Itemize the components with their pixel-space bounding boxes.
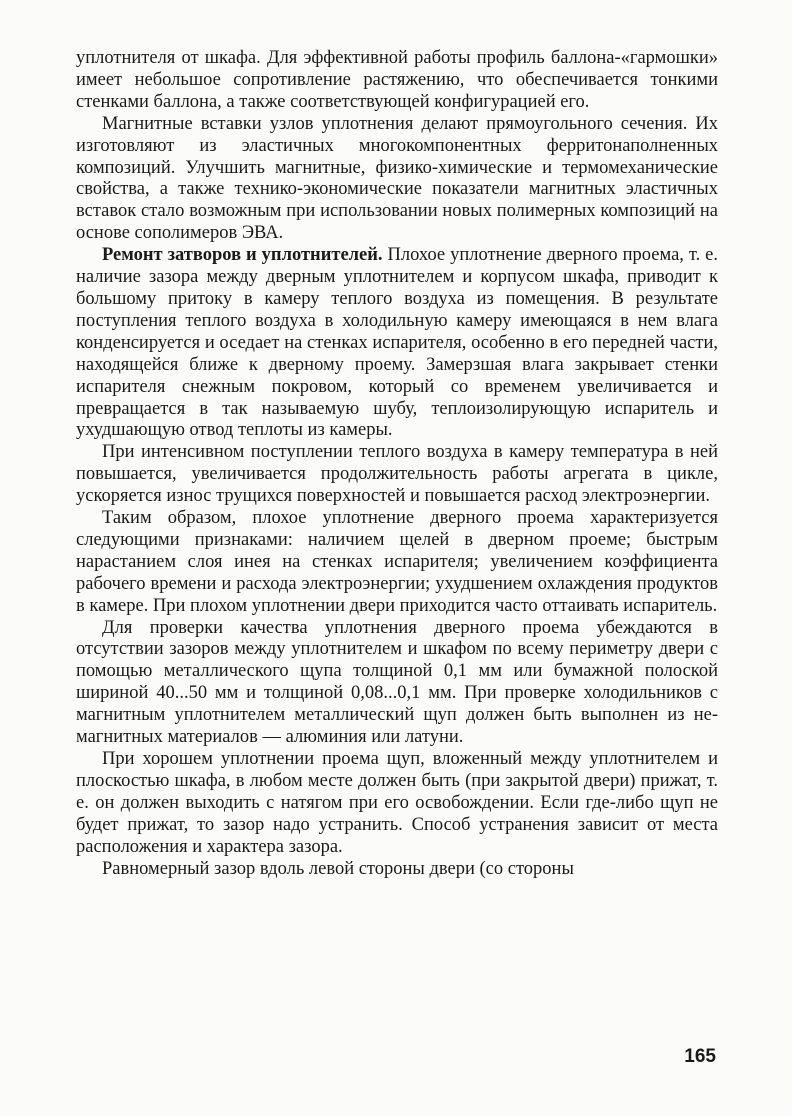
- paragraph-symptoms: Таким образом, плохое уплотнение дверного проема характеризуется следующими признаками: наличием щелей в дверном проеме; быстрым нарастанием слоя инея на стенках испарителя; увеличением коэффициента рабочего времени и расхода электроэнергии; ухудшением охлаждения продуктов в камере. При плохом уплотнении двери приходится часто оттаивать испаритель.: [76, 508, 718, 616]
- paragraph-checking: Для проверки качества уплотнения дверного проема убеждаются в отсутствии зазоров между уплотнителем и шкафом по всему периметру двери с помощью металлического щупа толщиной 0,1 мм или бумажной полоской шириной 40...50 мм и толщиной 0,08...0,1 мм. При проверке холодильников с магнитным уплотнителем металлический щуп должен быть выполнен из немагнитных материалов — алюминия или латуни.: [76, 617, 718, 748]
- paragraph-continuation: уплотнителя от шкафа. Для эффективной работы профиль баллона-«гармошки» имеет небольшое сопротивление растяжению, что обеспечивается тонкими стенками баллона, а также соответствующей конфигурацией его.: [76, 48, 718, 112]
- paragraph-magnetic-inserts: Магнитные вставки узлов уплотнения делают прямоугольного сечения. Их изготовляют из эластичных многокомпонентных ферритонаполненных композиций. Улучшить магнитные, физико-химические и термомеханические свойства, а также технико-экономические показатели магнитных эластичных вставок стало возможным при использовании новых полимерных композиций на основе сополимеров ЭВА.: [76, 113, 718, 244]
- page-number: 165: [684, 1046, 716, 1067]
- section-run-in-heading: Ремонт затворов и уплотнителей.: [102, 245, 383, 266]
- body-text: [76, 48, 718, 880]
- paragraph-uniform-gap: Равномерный зазор вдоль левой стороны двери (со стороны: [102, 858, 574, 879]
- paragraph-repair-seals: Ремонт затворов и уплотнителей. Плохое уплотнение дверного проема, т. е. наличие зазора между дверным уплотнителем и корпусом шкафа, приводит к большому притоку в камеру теплого воздуха из помещения. В результате поступления теплого воздуха в холодильную камеру имеющаяся в нем влага конденсируется и оседает на стенках испарителя, особенно в его передней части, находящейся ближе к дверному проему. Замерзшая влага закрывает стенки испарителя снежным покровом, который со временем увеличивается и превращается в так называемую шубу, теплоизолирующую испаритель и ухудшающую отвод теплоты из камеры.: [76, 245, 718, 441]
- paragraph-warm-air: При интенсивном поступлении теплого воздуха в камеру температура в ней повышается, увеличивается продолжительность работы агрегата в цикле, ускоряется износ трущихся поверхностей и повышается расход электроэнергии.: [76, 442, 718, 507]
- paragraph-good-seal: При хорошем уплотнении проема щуп, вложенный между уплотнителем и плоскостью шкафа, в любом месте должен быть (при закрытой двери) прижат, т. е. он должен выходить с натягом при его освобождении. Если где-либо щуп не будет прижат, то зазор надо устранить. Способ устранения зависит от места расположения и характера зазора.: [76, 749, 718, 857]
